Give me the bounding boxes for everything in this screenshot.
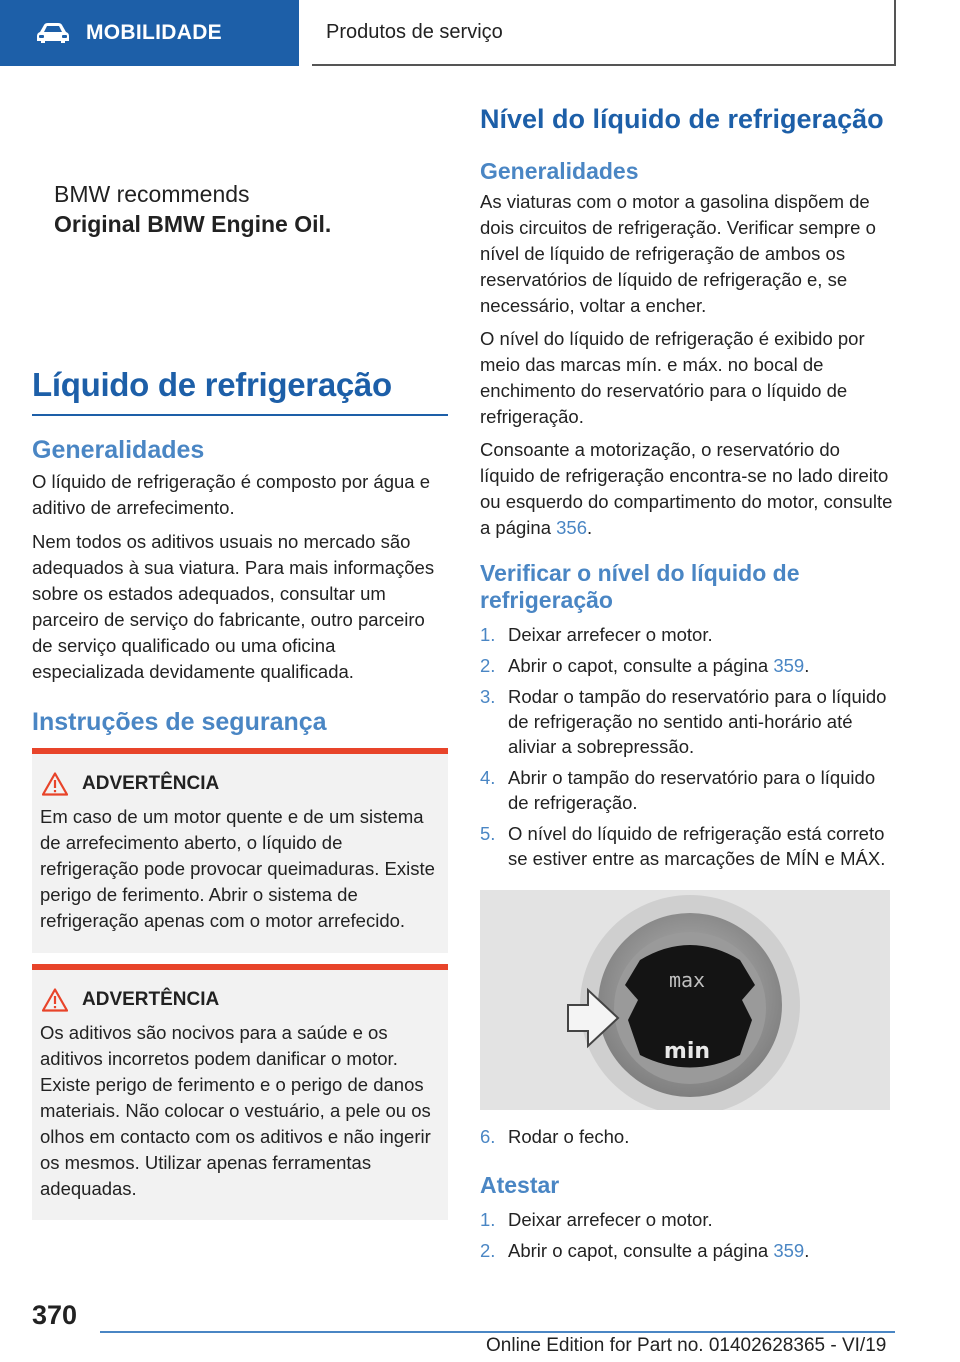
step-text-main: Deixar arrefecer o motor. [508, 1209, 713, 1230]
step-text [508, 821, 896, 871]
car-icon [36, 22, 70, 44]
list-item [480, 1207, 896, 1232]
step-text [508, 684, 896, 759]
page-link[interactable]: 359 [773, 655, 805, 676]
step-text-main: Abrir o tampão do reservatório para o líquido de refrigeração. [508, 767, 876, 813]
ad-line-2: Original BMW Engine Oil. [54, 211, 332, 237]
ad-line-1: BMW recommends [54, 181, 250, 207]
step-number: 3. [480, 686, 496, 707]
warning-text-1: Em caso de um motor quente e de um sistema de arrefecimento aberto, o líquido de refrigeração pode provocar queimaduras. Existe perigo de ferimento. Abrir o sistema de refrigeração apenas com o motor arrefecido. [40, 806, 435, 931]
max-mark: max [668, 968, 706, 992]
list-item [480, 1238, 896, 1263]
coolant-level-title: Nível do líquido de refrigeração [480, 104, 884, 134]
section-tab-label: MOBILIDADE [86, 21, 222, 44]
warning-title-1 [40, 772, 438, 796]
list-item [480, 765, 896, 815]
min-mark: min [663, 1039, 711, 1064]
right-general-section [480, 158, 896, 541]
right-p3-end: . [587, 517, 593, 538]
list-item [480, 1124, 896, 1149]
right-p3-text: Consoante a motorização, o reservatório do líquido de refrigeração encontra-se no lado direito ou esquerdo do compartimento do motor, consulte a página [480, 439, 893, 538]
right-p1: As viaturas com o motor a gasolina dispõem de dois circuitos de refrigeração. Verificar sempre o nível de líquido de refrigeração de ambos os reservatórios de líquido de refrigeração e, se necessário, voltar a encher. [480, 191, 876, 316]
warning-title-text-2: ADVERTÊNCIA [82, 989, 220, 1010]
chapter-title: Produtos de serviço [312, 0, 896, 66]
page-link[interactable]: 359 [773, 1240, 805, 1261]
coolant-cap-illustration [480, 890, 890, 1110]
step-number: 5. [480, 823, 496, 844]
step-text: Rodar o fecho. [508, 1126, 630, 1147]
step-text [508, 653, 809, 678]
fill-steps-list [480, 1207, 896, 1263]
left-general-section [32, 436, 448, 685]
step-text-end: . [804, 655, 810, 676]
step-text-main: Rodar o tampão do reservatório para o líquido de refrigeração no sentido anti-horário até aliviar a sobrepressão. [508, 686, 887, 757]
left-general-p2: Nem todos os aditivos usuais no mercado são adequados à sua viatura. Para mais informações sobre os estados adequados, consultar um parceiro de serviço do fabricante, outro parceiro de serviço qualificado ou uma oficina especializada devidamente qualificada. [32, 531, 435, 682]
step-text-end: . [804, 1240, 810, 1261]
check-steps-list [480, 622, 896, 871]
left-general-heading: Generalidades [32, 436, 205, 464]
coolant-cap-photo [480, 890, 890, 1110]
check-section [480, 560, 896, 877]
step-number: 6. [480, 1126, 496, 1147]
list-item [480, 684, 896, 759]
safety-heading: Instruções de segurança [32, 708, 327, 736]
step-text-main: Abrir o capot, consulte a página [508, 1240, 774, 1261]
step-text-main: O nível do líquido de refrigeração está correto se estiver entre as marcações de MÍN e MÁX. [508, 823, 886, 869]
check-heading: Verificar o nível do líquido de refrigeração [480, 560, 800, 613]
warning-triangle-icon [42, 988, 68, 1012]
warning-title-2 [40, 988, 438, 1012]
step-text [508, 765, 896, 815]
left-general-p1: O líquido de refrigeração é composto por água e aditivo de arrefecimento. [32, 471, 430, 518]
right-p2: O nível do líquido de refrigeração é exibido por meio das marcas mín. e máx. no bocal de enchimento do reservatório para o líquido de refrigeração. [480, 328, 865, 427]
step-number: 1. [480, 1209, 496, 1230]
list-item [480, 821, 896, 871]
page-number: 370 [32, 1300, 78, 1330]
right-general-heading: Generalidades [480, 158, 639, 184]
step-number: 2. [480, 1240, 496, 1261]
list-item [480, 622, 896, 647]
step-number: 4. [480, 767, 496, 788]
page-header [0, 0, 960, 66]
step-text [508, 622, 713, 647]
warning-box-1 [32, 748, 448, 953]
warning-text-2: Os aditivos são nocivos para a saúde e os aditivos incorretos podem danificar o motor. Existe perigo de ferimento e o perigo de danos materiais. Não colocar o vestuário, a pele ou os olhos em contacto com os aditivos e não ingerir os mesmos. Utilizar apenas ferramentas adequadas. [40, 1022, 431, 1199]
step-text [508, 1207, 713, 1232]
list-item [480, 653, 896, 678]
page-link-356[interactable]: 356 [556, 517, 587, 538]
step-6-list [480, 1124, 896, 1155]
fill-section [480, 1172, 896, 1269]
right-p3 [480, 437, 896, 541]
warning-box-2 [32, 964, 448, 1220]
fill-heading: Atestar [480, 1172, 560, 1198]
step-text-main: Abrir o capot, consulte a página [508, 655, 774, 676]
warning-triangle-icon [42, 772, 68, 796]
warning-title-text-1: ADVERTÊNCIA [82, 773, 220, 794]
coolant-title: Líquido de refrigeração [32, 366, 448, 416]
step-text [508, 1238, 809, 1263]
step-text-main: Deixar arrefecer o motor. [508, 624, 713, 645]
step-number: 1. [480, 624, 496, 645]
footer-divider [100, 1331, 895, 1333]
section-tab-mobilidade[interactable] [0, 0, 299, 66]
oil-advertisement [32, 66, 448, 356]
step-number: 2. [480, 655, 496, 676]
edition-note: Online Edition for Part no. 01402628365 - VI/19 [486, 1335, 887, 1356]
